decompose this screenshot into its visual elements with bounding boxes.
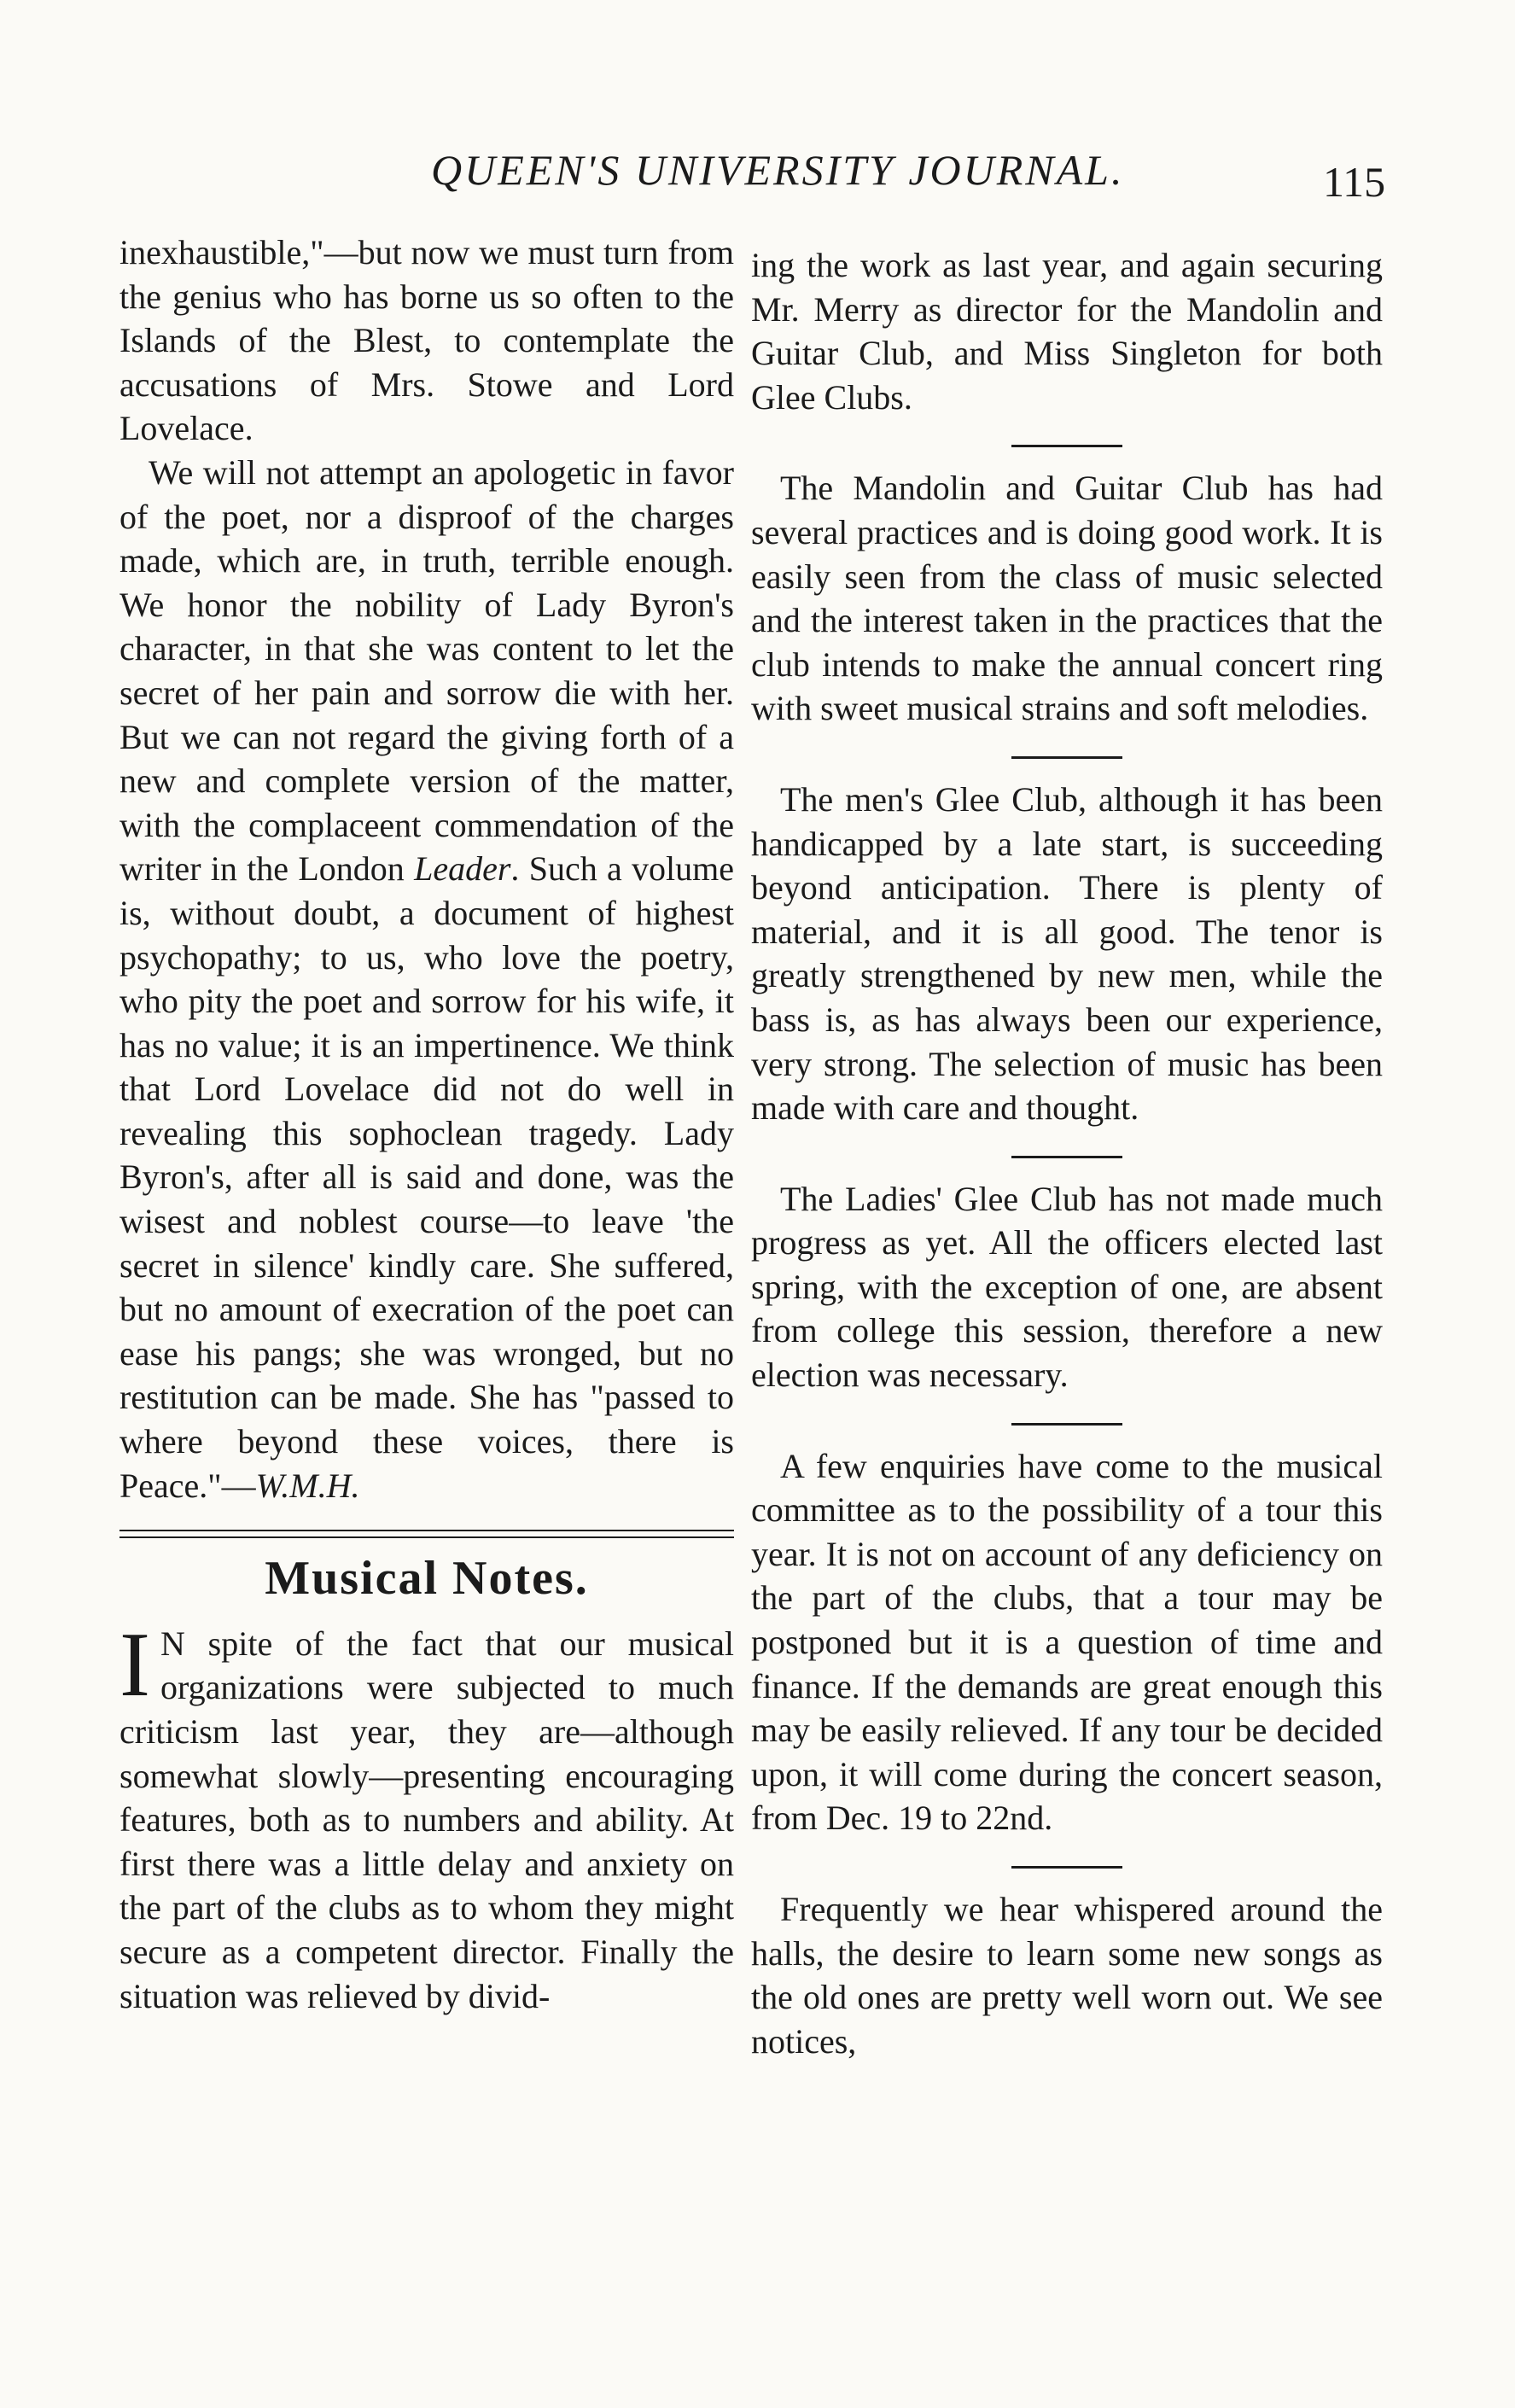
left-paragraph-2-text-a: We will not attempt an apologetic in favor of the poet, nor a disproof of the charges made, which are, in truth, terrible enough. We honor the nobility of Lady Byron's character, in that she was content to let the secret of her pain and sorrow die with her. But we can not regard the giving forth of a new and complete version of the matter, with the complaceent commendation of the writer in the London <box>119 452 734 889</box>
right-paragraph-3: The men's Glee Club, although it has been handicapped by a late start, is succeeding beyond anticipation. There is plenty of material, and it is all good. The tenor is greatly strengthened by new men, while the bass is, as has always been our experience, very strong. The selection of music has been made with care and thought. <box>751 779 1383 1128</box>
left-paragraph-2 <box>119 451 734 1507</box>
left-paragraph-1: inexhaustible,"—but now we must turn from the genius who has borne us so often to the Islands of the Blest, to contemplate the accusations of Mrs. Stowe and Lord Lovelace. <box>119 233 734 448</box>
section-divider <box>119 1530 734 1538</box>
separator-rule <box>1011 1423 1122 1426</box>
left-paragraph-3 <box>119 1613 734 2018</box>
newspaper-title: Leader <box>414 849 511 889</box>
left-paragraph-2-text-b: . Such a volume is, without doubt, a document of highest psychopathy; to us, who love the poetry, who pity the poet and sorrow for his wife, it has no value; it is an impertinence. We think that Lord Lovelace did not do well in revealing this sophoclean tragedy. Lady Byron's, after all is said and done, was the wisest and noblest course—to leave 'the secret in silence' kindly care. She suffered, but no amount of execration of the poet can ease his pangs; she was wronged, but no restitution can be made. She has "passed to where beyond these voices, there is Peace."— <box>119 849 735 1505</box>
drop-cap: I <box>119 1613 150 1716</box>
section-heading: Musical Notes. <box>265 1552 589 1606</box>
left-paragraph-3-text: N spite of the fact that our musical organizations were subjected to much criticism last year, they are—although somewhat slowly—presenting encouraging features, both as to numbers and ability. At first there was a little delay and anxiety on the part of the clubs as to whom they might secure as a competent director. Finally the situation was relieved by divid- <box>119 1624 734 2015</box>
author-signature: W.M.H. <box>255 1466 360 1505</box>
separator-rule <box>1011 445 1122 447</box>
separator-rule <box>1011 1866 1122 1869</box>
separator-rule <box>1011 1156 1122 1158</box>
running-title: QUEEN'S UNIVERSITY JOURNAL. <box>431 146 1125 194</box>
right-column <box>751 243 1383 2063</box>
divider-line-bottom <box>119 1536 734 1538</box>
page-header <box>0 128 1515 213</box>
left-column <box>119 230 734 2018</box>
divider-line-top <box>119 1530 734 1531</box>
separator-rule <box>1011 756 1122 759</box>
right-paragraph-1: ing the work as last year, and again securing Mr. Merry as director for the Mandolin and Guitar Club, and Miss Singleton for both Glee Clubs. <box>751 246 1383 417</box>
right-paragraph-6: Frequently we hear whispered around the halls, the desire to learn some new songs as the old ones are pretty well worn out. We see notices, <box>751 1890 1383 2061</box>
right-paragraph-4: The Ladies' Glee Club has not made much progress as yet. All the officers elected last spring, with the exception of one, are absent from college this session, therefore a new election was necessary. <box>751 1179 1383 1395</box>
page-number: 115 <box>1323 158 1386 206</box>
right-paragraph-2: The Mandolin and Guitar Club has had several practices and is doing good work. It is easily seen from the class of music selected and the interest taken in the practices that the club intends to make the annual concert ring with sweet musical strains and soft melodies. <box>751 469 1383 728</box>
right-paragraph-5: A few enquiries have come to the musical committee as to the possibility of a tour this year. It is not on account of any deficiency on the part of the clubs, that a tour may be postponed but it is a question of time and finance. If the demands are great enough this may be easily relieved. If any tour be decided upon, it will come during the concert season, from Dec. 19 to 22nd. <box>751 1446 1383 1838</box>
